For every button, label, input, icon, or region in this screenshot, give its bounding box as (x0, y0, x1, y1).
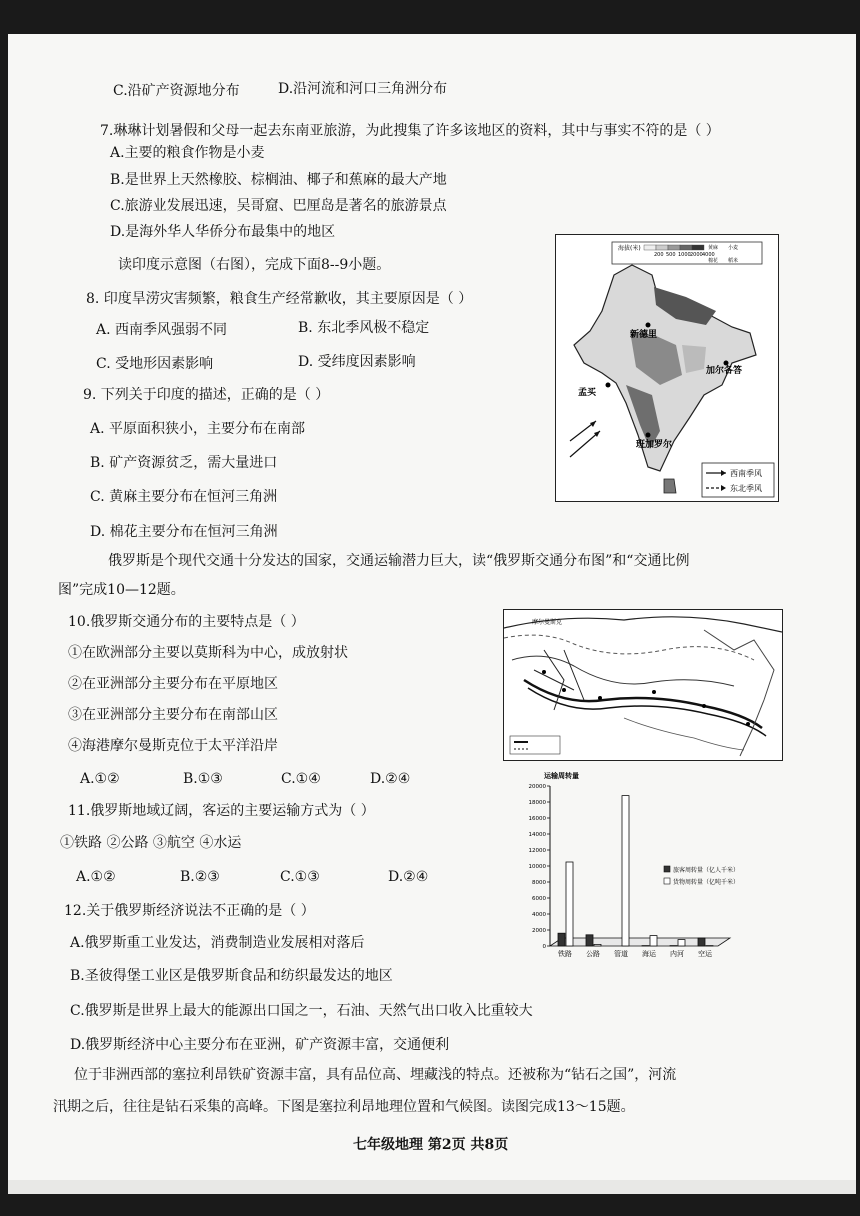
q10-option-b: B.①③ (183, 771, 223, 787)
murmansk-label: 摩尔曼斯克 (532, 619, 563, 626)
y-tick-label: 4000 (532, 912, 546, 918)
city-new-delhi: 新德里 (630, 330, 658, 340)
q11-option-a: A.①② (76, 869, 116, 885)
q10-item-4: ④海港摩尔曼斯克位于太平洋沿岸 (68, 738, 278, 754)
legend-cotton: 棉花 (708, 258, 719, 264)
q7-option-b: B.是世界上天然橡胶、棕榈油、椰子和蕉麻的最大产地 (110, 172, 447, 188)
bar-passenger (558, 933, 565, 946)
bar-freight (566, 862, 573, 946)
bar-freight (650, 936, 657, 946)
legend-tick: 200 (654, 252, 664, 258)
page-footer: 七年级地理 第2页 共8页 (353, 1137, 509, 1153)
q12-option-d: D.俄罗斯经济中心主要分布在亚洲，矿产资源丰富，交通便利 (70, 1037, 450, 1053)
legend-title: 海拔(米) (618, 245, 641, 252)
legend-ne-monsoon: 东北季风 (730, 484, 762, 493)
bar-freight (622, 796, 629, 946)
q9-stem: 9. 下列关于印度的描述，正确的是（ ） (83, 387, 330, 403)
q8-option-b: B. 东北季风极不稳定 (298, 320, 430, 336)
q10-item-1: ①在欧洲部分主要以莫斯科为中心，成放射状 (68, 645, 348, 661)
q9-option-b: B. 矿产资源贫乏，需大量进口 (90, 455, 278, 471)
q10-item-2: ②在亚洲部分主要分布在平原地区 (68, 676, 278, 692)
q6-option-c: C.沿矿产资源地分布 (113, 83, 240, 99)
russia-intro-line2: 图”完成10—12题。 (58, 582, 185, 598)
y-tick-label: 14000 (528, 832, 546, 838)
city-bangalore: 班加罗尔 (636, 440, 673, 450)
q6-option-d: D.沿河流和河口三角洲分布 (278, 81, 448, 97)
q7-option-c: C.旅游业发展迅速，吴哥窟、巴厘岛是著名的旅游景点 (110, 198, 447, 214)
q11-stem: 11.俄罗斯地域辽阔，客运的主要运输方式为（ ） (68, 803, 375, 819)
x-tick-label: 内河 (670, 950, 684, 958)
bar-passenger (698, 938, 705, 946)
x-tick-label: 海运 (642, 950, 656, 958)
q12-option-a: A.俄罗斯重工业发达，消费制造业发展相对落后 (70, 935, 365, 951)
q11-option-c: C.①③ (280, 869, 320, 885)
bar-freight (678, 940, 685, 946)
legend-swatch-freight (664, 878, 670, 884)
q8-option-d: D. 受纬度因素影响 (298, 354, 416, 370)
y-tick-label: 20000 (528, 784, 546, 790)
q9-option-d: D. 棉花主要分布在恒河三角洲 (90, 524, 278, 540)
india-intro: 读印度示意图（右图），完成下面8--9小题。 (118, 257, 391, 273)
q10-item-3: ③在亚洲部分主要分布在南部山区 (68, 707, 278, 723)
x-tick-label: 铁路 (558, 950, 572, 958)
y-tick-label: 12000 (528, 848, 546, 854)
y-tick-label: 10000 (528, 864, 546, 870)
bar-passenger (586, 935, 593, 946)
q10-option-c: C.①④ (281, 771, 321, 787)
y-tick-label: 0 (542, 944, 546, 950)
kolkata-dot (724, 361, 729, 366)
russia-map (503, 609, 783, 761)
russia-intro-line1: 俄罗斯是个现代交通十分发达的国家，交通运输潜力巨大，读“俄罗斯交通分布图”和“交通比例 (108, 553, 690, 569)
q9-option-a: A. 平原面积狭小，主要分布在南部 (90, 421, 306, 437)
transport-chart (508, 768, 758, 966)
legend-freight: 货物周转量（亿吨千米） (673, 879, 740, 886)
x-tick-label: 公路 (586, 950, 600, 958)
x-tick-label: 空运 (698, 950, 712, 958)
q7-option-a: A.主要的粮食作物是小麦 (110, 145, 265, 161)
q7-stem: 7.琳琳计划暑假和父母一起去东南亚旅游，为此搜集了许多该地区的资料，其中与事实不符的是（ ） (100, 123, 720, 139)
y-tick-label: 2000 (532, 928, 546, 934)
q12-option-c: C.俄罗斯是世界上最大的能源出口国之一，石油、天然气出口收入比重较大 (70, 1003, 533, 1019)
y-tick-label: 6000 (532, 896, 546, 902)
legend-tick: 500 (666, 252, 676, 258)
india-map (555, 234, 779, 502)
q12-option-b: B.圣彼得堡工业区是俄罗斯食品和纺织最发达的地区 (70, 968, 393, 984)
sl-intro-line1: 位于非洲西部的塞拉利昂铁矿资源丰富，具有品位高、埋藏浅的特点。还被称为“钻石之国”，河流 (74, 1067, 677, 1083)
y-tick-label: 8000 (532, 880, 546, 886)
q7-option-d: D.是海外华人华侨分布最集中的地区 (110, 224, 336, 240)
sl-intro-line2: 汛期之后，往往是钻石采集的高峰。下图是塞拉利昂地理位置和气候图。读图完成13～15题。 (53, 1099, 635, 1115)
q12-stem: 12.关于俄罗斯经济说法不正确的是（ ） (64, 903, 315, 919)
legend-rice: 稻米 (728, 258, 739, 264)
legend-swatch-passenger (664, 866, 670, 872)
bar-freight (594, 944, 601, 946)
q11-option-d: D.②④ (388, 869, 429, 885)
legend-wheat: 小麦 (728, 245, 739, 251)
bangalore-dot (646, 433, 651, 438)
q9-option-c: C. 黄麻主要分布在恒河三角洲 (90, 489, 278, 505)
legend-tick: 4000 (702, 252, 715, 258)
q10-stem: 10.俄罗斯交通分布的主要特点是（ ） (68, 614, 305, 630)
legend-tick: 1000 (678, 252, 691, 258)
x-tick-label: 管道 (614, 950, 628, 958)
chart-title: 运输周转量 (544, 772, 579, 780)
q8-stem: 8. 印度旱涝灾害频繁，粮食生产经常歉收，其主要原因是（ ） (86, 291, 473, 307)
mumbai-dot (606, 383, 611, 388)
legend-jute: 黄麻 (708, 245, 719, 251)
legend-sw-monsoon: 西南季风 (730, 469, 762, 478)
q8-option-c: C. 受地形因素影响 (96, 356, 214, 372)
city-kolkata: 加尔各答 (706, 366, 743, 376)
q8-option-a: A. 西南季风强弱不同 (96, 322, 228, 338)
exam-page (8, 34, 856, 1194)
y-tick-label: 16000 (528, 816, 546, 822)
new-delhi-dot (646, 323, 651, 328)
city-mumbai: 孟买 (578, 388, 597, 398)
legend-passenger: 旅客周转量（亿人千米） (673, 867, 740, 874)
q10-option-a: A.①② (80, 771, 120, 787)
legend-tick: 2000 (690, 252, 703, 258)
q10-option-d: D.②④ (370, 771, 411, 787)
q11-items: ①铁路 ②公路 ③航空 ④水运 (60, 835, 242, 851)
q11-option-b: B.②③ (180, 869, 220, 885)
y-tick-label: 18000 (528, 800, 546, 806)
